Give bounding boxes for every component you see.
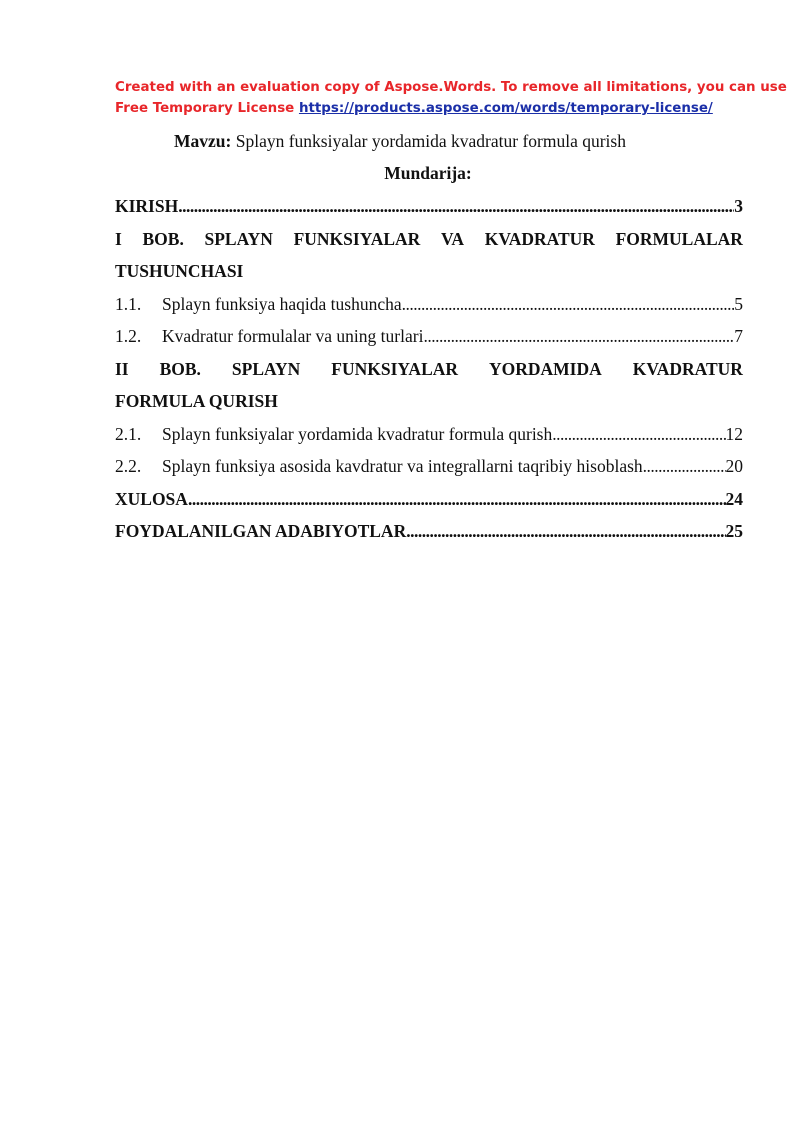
- toc-entry-references[interactable]: [115, 520, 743, 553]
- toc-section-number: 2.1.: [115, 423, 142, 444]
- toc-entry-label: XULOSA: [115, 488, 188, 509]
- topic-text: Splayn funksiyalar yordamida kvadratur formula qurish: [235, 131, 626, 151]
- toc-page-number: 5: [734, 293, 743, 314]
- toc-entry-label: Splayn funksiyalar yordamida kvadratur formula qurish: [162, 423, 553, 444]
- toc-entry-chapter1[interactable]: [115, 228, 743, 293]
- chapter2-word: KVADRATUR: [632, 358, 743, 379]
- toc-entry-chapter2[interactable]: [115, 358, 743, 423]
- chapter1-word: VA: [441, 228, 465, 249]
- chapter1-title-line2: TUSHUNCHASI: [115, 261, 244, 281]
- chapter2-word: FUNKSIYALAR: [331, 358, 459, 379]
- toc-leader-dots: [406, 520, 725, 542]
- toc-entry-section-1-1[interactable]: [115, 293, 743, 326]
- chapter2-word: BOB.: [159, 358, 201, 379]
- toc-leader-dots: [178, 195, 734, 217]
- evaluation-notice-line2: [115, 98, 755, 119]
- chapter1-word: KVADRATUR: [484, 228, 595, 249]
- toc-entry-label: Splayn funksiya asosida kavdratur va integrallarni taqribiy hisoblash: [162, 456, 643, 476]
- toc-page-number: 3: [734, 196, 743, 216]
- chapter1-word: BOB.: [142, 228, 184, 249]
- toc-page-number: 20: [725, 456, 743, 476]
- toc-entry-label: Splayn funksiya haqida tushuncha: [162, 293, 402, 314]
- toc-entry-section-2-1[interactable]: [115, 423, 743, 456]
- chapter2-word: YORDAMIDA: [489, 358, 602, 379]
- toc-page-number: 12: [725, 423, 743, 444]
- toc-entry-intro[interactable]: [115, 195, 743, 228]
- toc-entry-label: FOYDALANILGAN ADABIYOTLAR: [115, 521, 407, 541]
- toc-page-number: 24: [725, 488, 743, 509]
- chapter2-title-line1: [115, 358, 743, 391]
- toc-page-number: 7: [734, 326, 743, 346]
- toc-leader-dots: [188, 488, 726, 510]
- chapter1-title-line1: [115, 228, 743, 261]
- chapter2-title-line2: FORMULA QURISH: [115, 391, 278, 411]
- contents-title: Mundarija:: [384, 163, 472, 183]
- evaluation-notice-line1: Created with an evaluation copy of Aspose.Words. To remove all limitations, you can use: [115, 80, 787, 95]
- toc-section-number: 2.2.: [115, 456, 142, 476]
- toc-section-number: 1.1.: [115, 293, 142, 314]
- topic-label: Mavzu:: [174, 131, 232, 151]
- license-link[interactable]: https://products.aspose.com/words/temporary-license/: [298, 101, 713, 116]
- chapter1-word: SPLAYN: [204, 228, 273, 249]
- toc-section-number: 1.2.: [115, 326, 142, 346]
- chapter1-word: FORMULALAR: [615, 228, 743, 249]
- toc-entry-label: KIRISH: [115, 196, 179, 216]
- license-text: Free Temporary License: [115, 101, 295, 116]
- toc-leader-dots: [643, 455, 726, 477]
- toc-leader-dots: [402, 293, 735, 315]
- toc-leader-dots: [552, 423, 725, 445]
- chapter2-word: SPLAYN: [231, 358, 301, 379]
- evaluation-notice: [115, 77, 787, 119]
- toc-entry-section-1-2[interactable]: [115, 325, 743, 358]
- table-of-contents: [115, 195, 743, 553]
- toc-entry-conclusion[interactable]: [115, 488, 743, 521]
- toc-page-number: 25: [725, 521, 743, 541]
- chapter2-word: II: [115, 358, 129, 379]
- toc-leader-dots: [423, 325, 734, 347]
- toc-entry-label: Kvadratur formulalar va uning turlari: [162, 326, 424, 346]
- toc-entry-section-2-2[interactable]: [115, 455, 743, 488]
- chapter1-word: FUNKSIYALAR: [293, 228, 421, 249]
- chapter1-word: I: [115, 228, 122, 249]
- topic-heading: [0, 130, 800, 152]
